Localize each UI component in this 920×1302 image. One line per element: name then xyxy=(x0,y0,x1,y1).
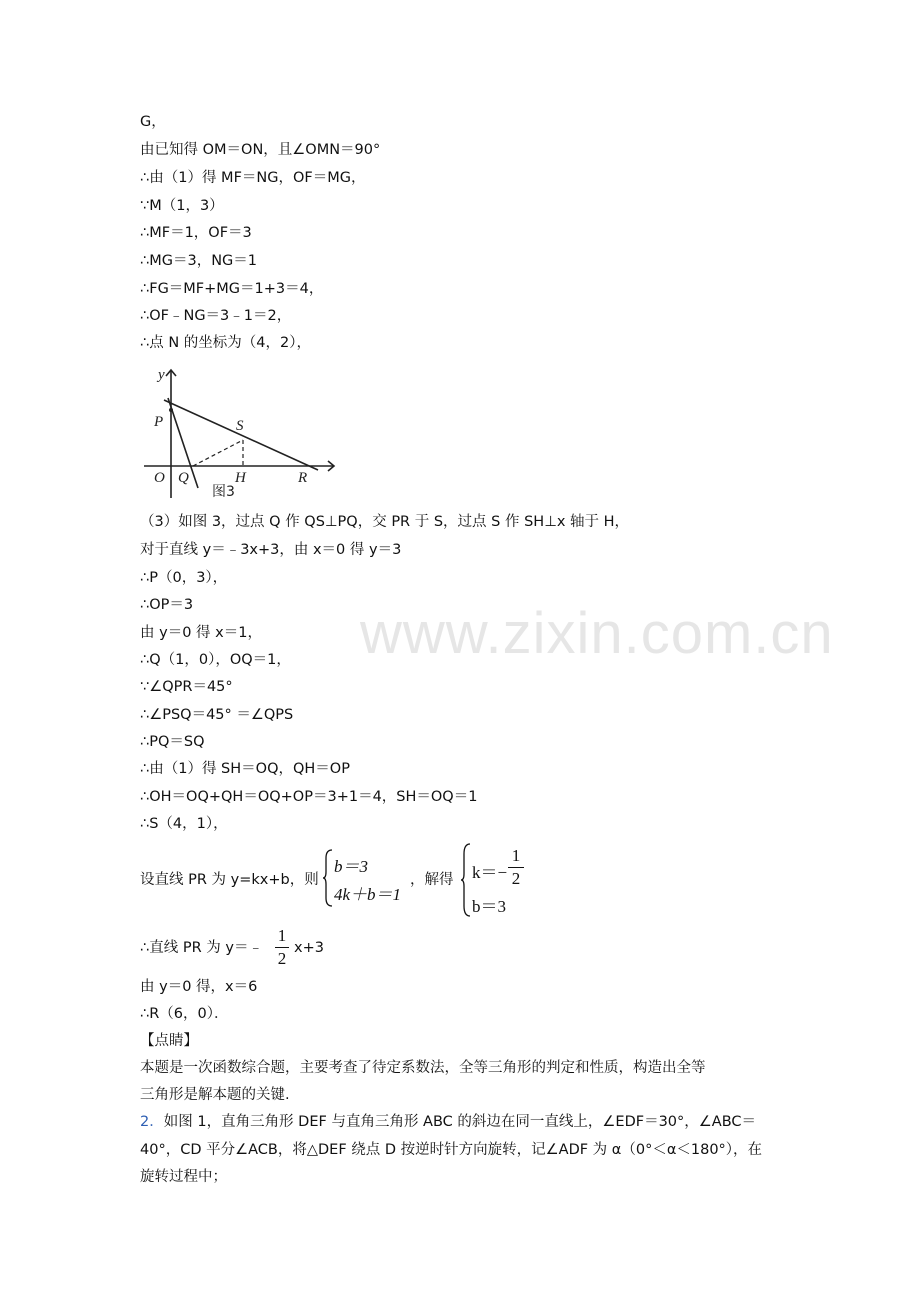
solution-b: b＝3 xyxy=(472,897,506,916)
text-line: ∴由（1）得 SH＝OQ，QH＝OP xyxy=(140,761,350,777)
equation-1: b＝3 xyxy=(334,857,368,876)
figure-3 xyxy=(138,362,348,502)
fraction-denominator: 2 xyxy=(511,869,521,888)
text-line: ∴点 N 的坐标为（4，2）， xyxy=(140,335,311,351)
text-line: 由 y＝0 得 x＝1， xyxy=(140,625,262,641)
figure-caption: 图3 xyxy=(212,484,235,500)
text-line: ∴S（4，1）， xyxy=(140,816,228,832)
text-line: ∴MF＝1，OF＝3 xyxy=(140,225,252,241)
text-line: ∴∠PSQ＝45° ＝∠QPS xyxy=(140,707,294,723)
text-line: ∴OF﹣NG＝3﹣1＝2， xyxy=(140,308,292,324)
left-brace-1 xyxy=(322,848,334,908)
fraction-k xyxy=(508,846,524,889)
problem-2-line-1: 2．如图 1，直角三角形 DEF 与直角三角形 ABC 的斜边在同一直线上，∠EDF＝30°，∠ABC＝ xyxy=(140,1114,757,1130)
text-line: ∴P（0，3）， xyxy=(140,570,228,586)
label-q: Q xyxy=(178,470,189,486)
text-line: ∴由（1）得 MF＝NG，OF＝MG， xyxy=(140,170,366,186)
line-pr xyxy=(164,400,318,470)
solution-k-prefix: k＝− xyxy=(472,863,508,882)
text-line: ∴OH＝OQ+QH＝OQ+OP＝3+1＝4，SH＝OQ＝1 xyxy=(140,789,478,805)
problem-number: 2． xyxy=(140,1114,164,1130)
point-p xyxy=(169,408,173,412)
text-line: 三角形是解本题的关键. xyxy=(140,1087,290,1103)
text-line: 本题是一次函数综合题，主要考查了待定系数法，全等三角形的判定和性质，构造出全等 xyxy=(140,1060,706,1076)
system-mid: ，解得 xyxy=(410,872,454,888)
section-heading: 【点睛】 xyxy=(140,1033,198,1049)
text-line: ∵M（1，3） xyxy=(140,198,224,214)
text-line: 由 y＝0 得，x＝6 xyxy=(140,979,258,995)
text-line: ∴MG＝3，NG＝1 xyxy=(140,253,258,269)
fraction-numerator: 1 xyxy=(277,926,287,945)
text-line: ∴FG＝MF+MG＝1+3＝4， xyxy=(140,281,324,297)
watermark: www.zixin.com.cn xyxy=(360,601,834,666)
text-line: ∴PQ＝SQ xyxy=(140,734,205,750)
label-y: y xyxy=(158,367,165,383)
text-line: 由已知得 OM＝ON，且∠OMN＝90° xyxy=(140,142,381,158)
problem-2-line-2: 40°，CD 平分∠ACB，将△DEF 绕点 D 按逆时针方向旋转，记∠ADF 为 α（0°＜α＜180°），在 xyxy=(140,1142,763,1158)
system-lead: 设直线 PR 为 y=kx+b，则 xyxy=(140,872,319,888)
text-line: G， xyxy=(140,114,166,130)
text-line: （3）如图 3，过点 Q 作 QS⊥PQ，交 PR 于 S，过点 S 作 SH⊥x 轴于 H， xyxy=(140,514,630,530)
label-s: S xyxy=(236,418,244,434)
fraction-denominator: 2 xyxy=(277,949,287,968)
segment-qs xyxy=(193,440,243,466)
text-line: ∴OP＝3 xyxy=(140,597,194,613)
line-pr-pre: ∴直线 PR 为 y＝﹣ xyxy=(140,940,263,956)
fraction-half xyxy=(275,926,289,969)
label-p: P xyxy=(154,414,164,430)
line-pr-post: x+3 xyxy=(294,940,324,956)
fraction-numerator: 1 xyxy=(511,846,521,865)
left-brace-2 xyxy=(460,842,472,918)
text-line: ∴Q（1，0），OQ＝1， xyxy=(140,652,291,668)
text-line: ∴R（6，0）． xyxy=(140,1006,229,1022)
label-h: H xyxy=(235,470,246,486)
text-line: ∵∠QPR＝45° xyxy=(140,679,233,695)
problem-2-line-3: 旋转过程中； xyxy=(140,1169,227,1185)
equation-2: 4k＋b＝1 xyxy=(334,885,402,904)
label-r: R xyxy=(298,470,308,486)
label-o: O xyxy=(154,470,165,486)
text-line: 对于直线 y＝﹣3x+3，由 x＝0 得 y＝3 xyxy=(140,542,402,558)
